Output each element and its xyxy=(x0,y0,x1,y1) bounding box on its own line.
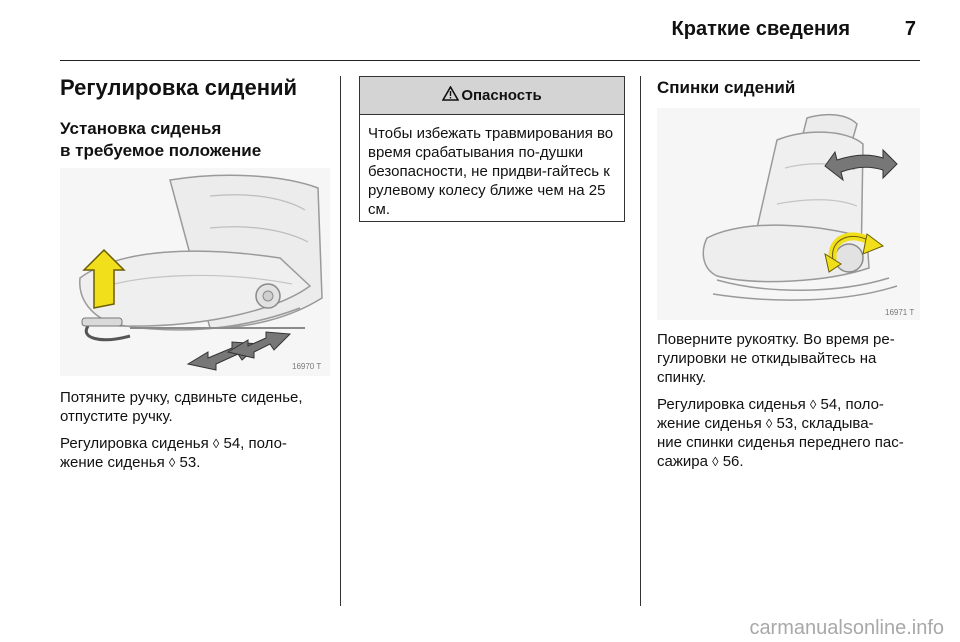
right-para2-text-2: 54, поло- xyxy=(816,396,884,413)
header-divider xyxy=(60,60,920,61)
page-reference-icon: ◊ xyxy=(212,436,220,451)
left-para2-text-4: 53. xyxy=(175,454,201,471)
right-para2-text-5: ние спинки сиденья переднего пас- xyxy=(657,434,904,451)
running-header-title: Краткие сведения xyxy=(671,18,850,40)
subtitle-seat-positioning xyxy=(60,118,330,162)
right-para2-text-7: 56. xyxy=(718,453,744,470)
right-body-text xyxy=(657,330,925,479)
figure-code-right: 16971 T xyxy=(885,308,915,317)
left-body-text xyxy=(60,388,330,480)
subtitle-line-2: в требуемое положение xyxy=(60,141,262,160)
page-reference-icon: ◊ xyxy=(809,397,817,412)
danger-warning-box xyxy=(359,76,625,222)
subtitle-line-1: Установка сиденья xyxy=(60,119,222,138)
page-reference-icon: ◊ xyxy=(765,416,773,431)
column-divider-left xyxy=(340,76,341,606)
column-divider-right xyxy=(640,76,641,606)
left-paragraph-1: Потяните ручку, сдвиньте сиденье, отпустите ручку. xyxy=(60,389,303,425)
right-para2-text-4: 53, складыва- xyxy=(772,415,874,432)
seat-fore-aft-illustration xyxy=(60,168,330,376)
warning-triangle-icon xyxy=(442,86,459,105)
figure-code-left: 16970 T xyxy=(292,362,322,371)
page-reference-icon: ◊ xyxy=(712,454,719,469)
left-para2-text-1: Регулировка сиденья xyxy=(60,435,213,452)
seatback-recline-drawing xyxy=(657,108,920,320)
left-paragraph-2 xyxy=(60,434,330,472)
right-para2-text-6: сажира xyxy=(657,453,713,470)
left-para2-text-2: 54, поло- xyxy=(219,435,287,452)
section-title-seat-backs: Спинки сидений xyxy=(657,78,796,97)
warning-text: Чтобы избежать травмирования во время срабатывания по-душки безопасности, не придви-гайтесь к рулевому колесу ближе чем на 25 см. xyxy=(368,125,614,218)
warning-header xyxy=(360,77,624,115)
warning-title: Опасность xyxy=(461,87,542,104)
right-paragraph-1: Поверните рукоятку. Во время ре-гулировки не откидывайтесь на спинку. xyxy=(657,331,895,386)
right-para2-text-1: Регулировка сиденья xyxy=(657,396,810,413)
page-reference-icon: ◊ xyxy=(168,455,176,470)
right-paragraph-2 xyxy=(657,395,925,471)
seat-fore-aft-drawing xyxy=(60,168,330,376)
page-number: 7 xyxy=(904,18,916,40)
left-para2-text-3: жение сиденья xyxy=(60,454,169,471)
right-para2-text-3: жение сиденья xyxy=(657,415,766,432)
watermark-text: carmanualsonline.info xyxy=(749,617,944,639)
section-title-seat-adjustment: Регулировка сидений xyxy=(60,75,298,100)
seatback-recline-illustration xyxy=(657,108,920,320)
